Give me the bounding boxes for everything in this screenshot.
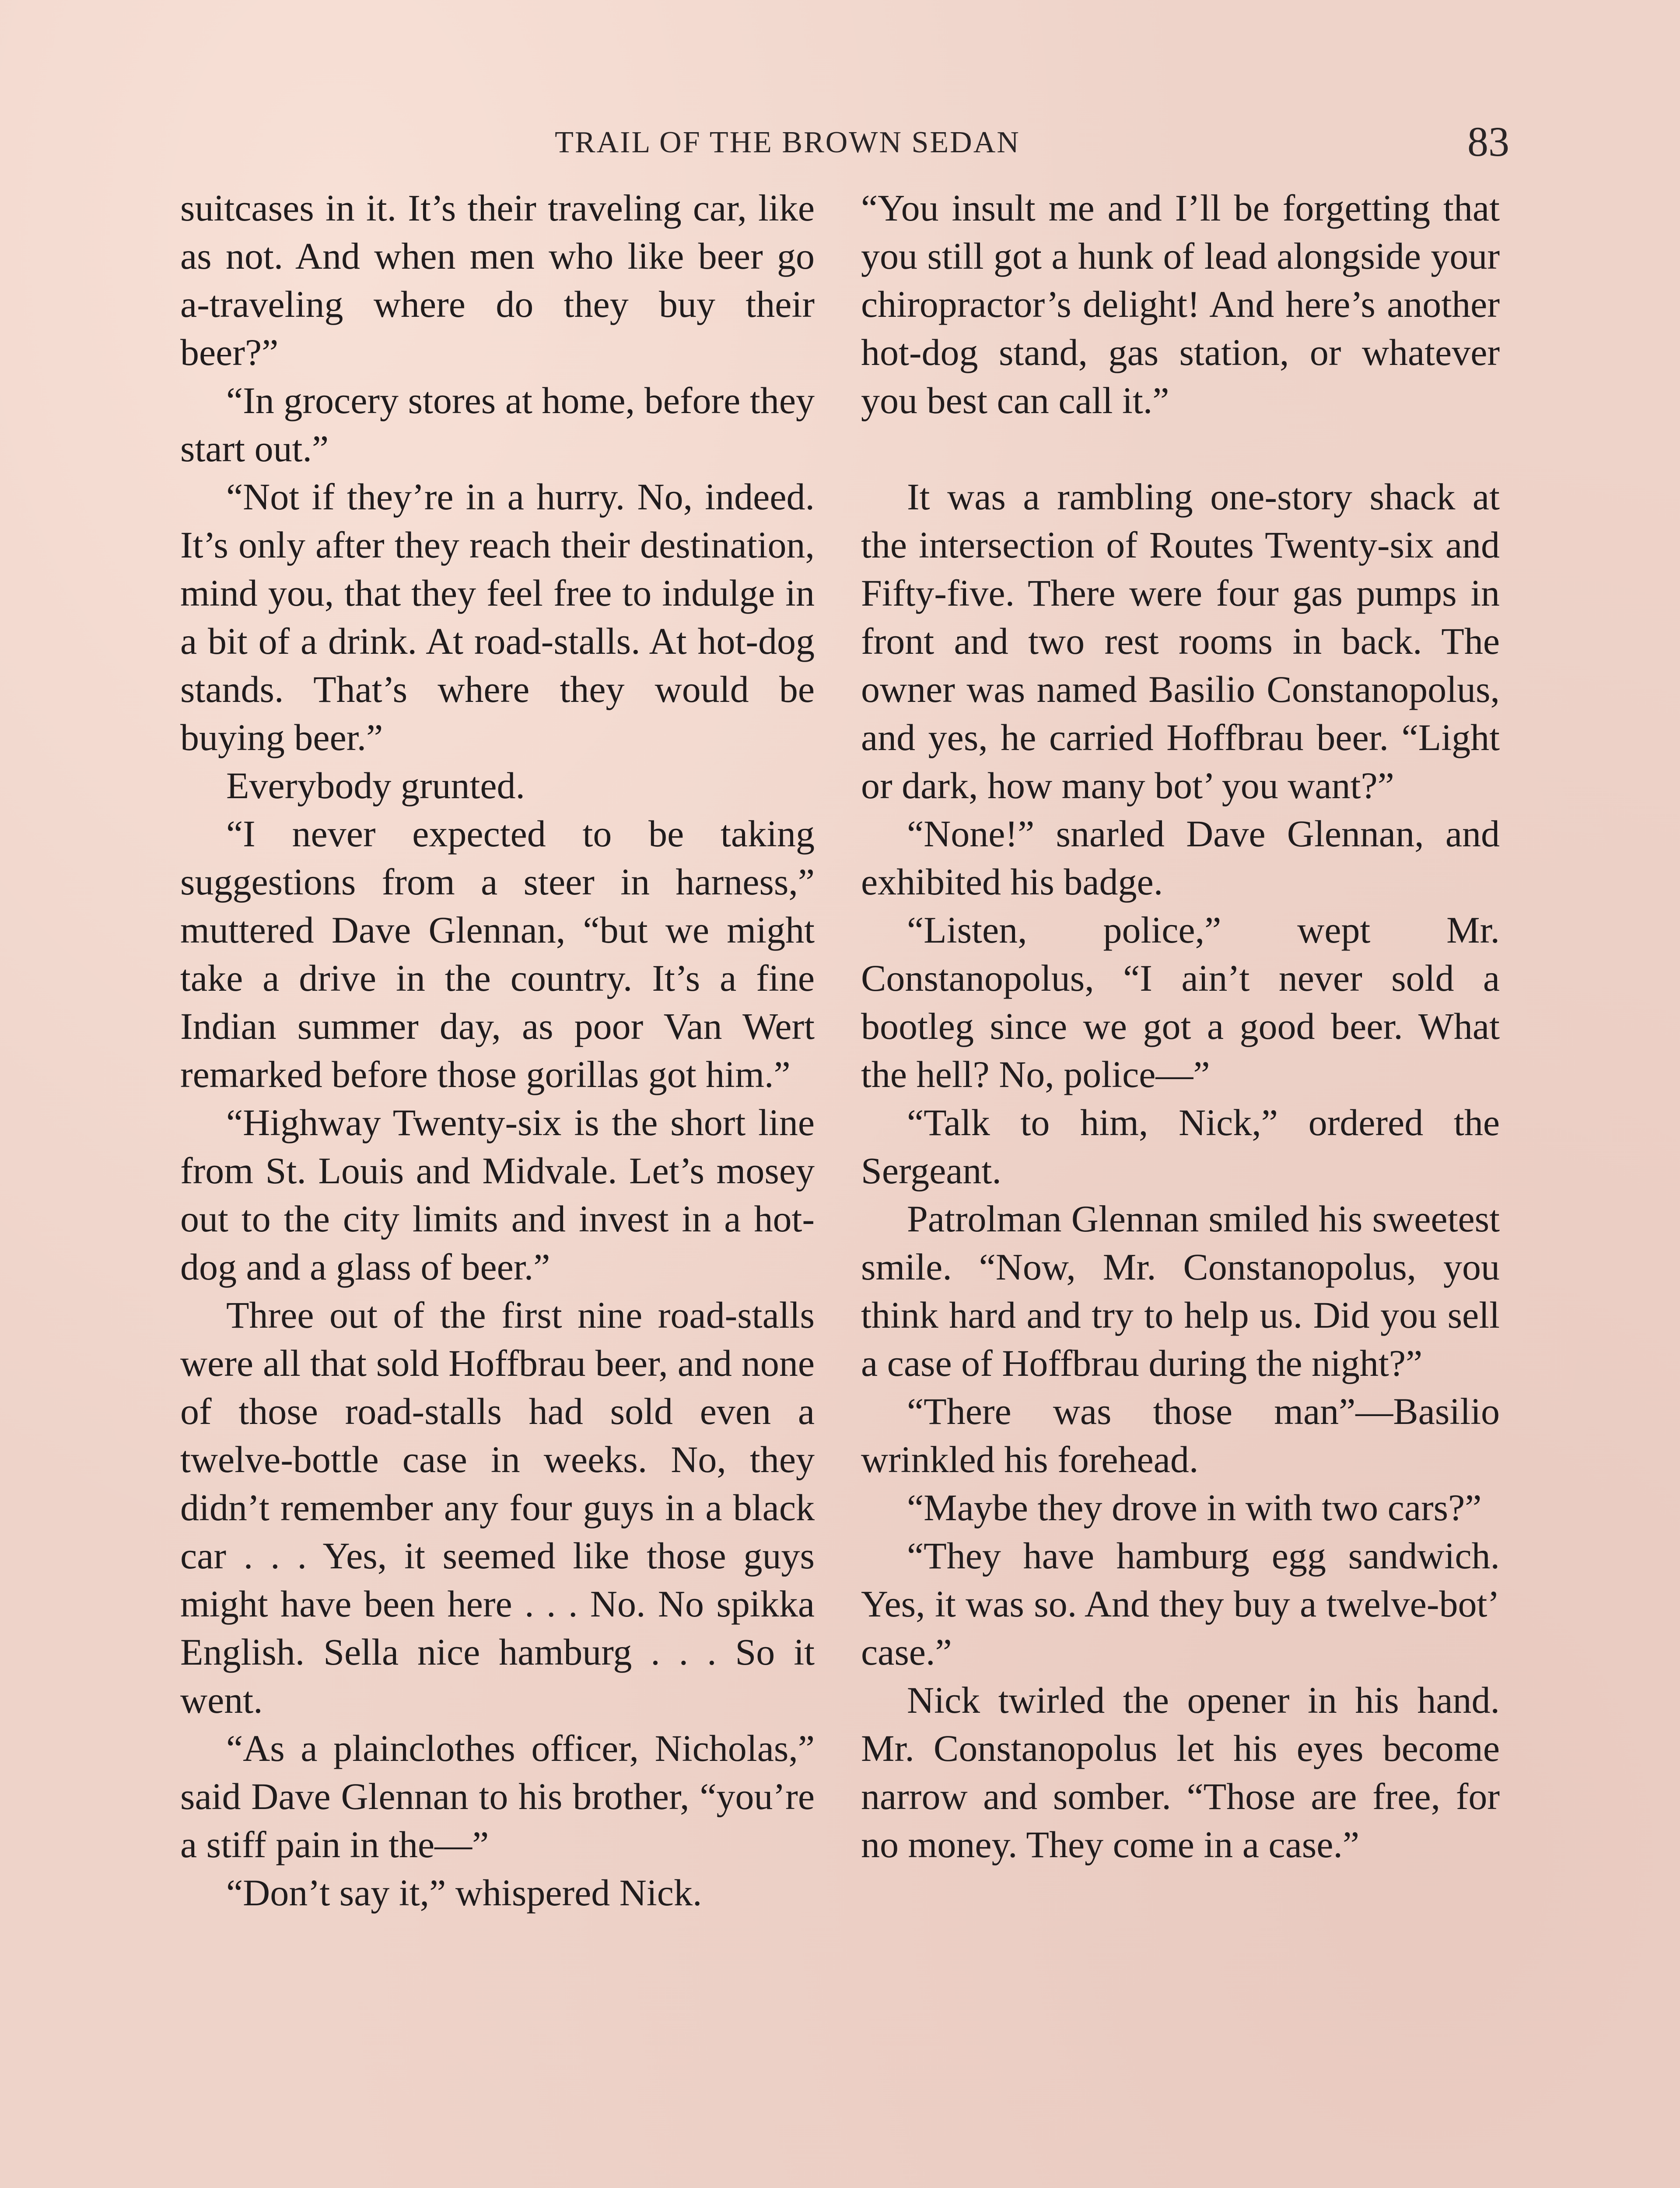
running-title: TRAIL OF THE BROWN SEDAN — [555, 126, 1020, 159]
paragraph: Nick twirled the opener in his hand. Mr. Constanopolus let his eyes become narrow and somber. “Those are free, for no money. They come in a case.” — [861, 1679, 1500, 1865]
paragraph: Patrolman Glennan smiled his sweetest smile. “Now, Mr. Constanopolus, you think hard and try to help us. Did you sell a case of Hoffbrau during the night?” — [861, 1198, 1500, 1384]
paragraph: “They have hamburg egg sandwich. Yes, it was so. And they buy a twelve-bot’ case.” — [861, 1535, 1500, 1673]
paragraph: “As a plainclothes officer, Nicholas,” said Dave Glennan to his brother, “you’re a stiff pain in the—” — [180, 1727, 815, 1865]
page-header — [179, 117, 1509, 170]
paragraph: “Not if they’re in a hurry. No, indeed. It’s only after they reach their destination, mind you, that they feel free to indulge in a bit of a drink. At road-stalls. At hot-dog stands. That’s where they would be buying beer.” — [180, 476, 815, 758]
left-text-column — [180, 184, 815, 1917]
paragraph: “Listen, police,” wept Mr. Constanopolus, “I ain’t never sold a bootleg since we got a good beer. What the hell? No, police—” — [861, 909, 1500, 1095]
paragraph: “Talk to him, Nick,” ordered the Sergeant. — [861, 1101, 1500, 1192]
paragraph: “Don’t say it,” whispered Nick. — [226, 1872, 702, 1914]
paragraph: “Highway Twenty-six is the short line from St. Louis and Midvale. Let’s mosey out to the city limits and invest in a hot-dog and a glass of beer.” — [180, 1101, 815, 1288]
paragraph: “In grocery stores at home, before they start out.” — [180, 379, 815, 470]
paragraph: It was a rambling one-story shack at the intersection of Routes Twenty-six and Fifty-five. There were four gas pumps in front and two rest rooms in back. The owner was named Basilio Constanopolus, and yes, he carried Hoffbrau beer. “Light or dark, how many bot’ you want?” — [861, 476, 1500, 806]
page-number: 83 — [1467, 118, 1509, 165]
right-text-column — [861, 184, 1500, 1869]
paragraph: suitcases in it. It’s their traveling car, like as not. And when men who like beer go a-traveling where do they buy their beer?” — [180, 187, 815, 373]
paragraph: “I never expected to be taking suggestions from a steer in harness,” muttered Dave Glennan, “but we might take a drive in the country. It’s a fine Indian summer day, as poor Van Wert remarked before those gorillas got him.” — [180, 813, 815, 1095]
paragraph: “None!” snarled Dave Glennan, and exhibited his badge. — [861, 813, 1500, 903]
paragraph: “Maybe they drove in with two cars?” — [907, 1487, 1482, 1529]
paragraph: “You insult me and I’ll be forgetting that you still got a hunk of lead alongside your chiropractor’s delight! And here’s another hot-dog stand, gas station, or whatever you best can call it.” — [861, 187, 1500, 421]
paragraph: Everybody grunted. — [226, 764, 525, 806]
paragraph: “There was those man”—Basilio wrinkled his forehead. — [861, 1390, 1500, 1480]
paragraph: Three out of the first nine road-stalls were all that sold Hoffbrau beer, and none of those road-stalls had sold even a twelve-bottle case in weeks. No, they didn’t remember any four guys in a black car . . . Yes, it seemed like those guys might have been here . . . No. No spikka English. Sella nice hamburg . . . So it went. — [180, 1294, 815, 1721]
